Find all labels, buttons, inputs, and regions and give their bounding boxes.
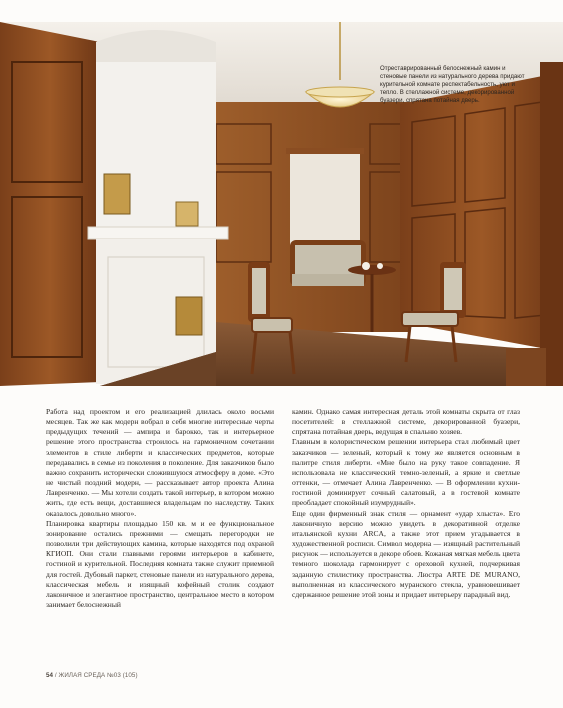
- page-number: 54: [46, 672, 54, 679]
- article-column-right: [292, 407, 520, 610]
- article-paragraph: Еще один фирменный знак стиля — орнамент «удар хлыста». Его лаконичную версию можно увидеть в декоративной отделке итальянской кухни ARCA, а также этот прием угадывается в художественной росписи. Символ модерна — изящный растительный рисунок — используется в декоре обоев. Кожаная мягкая мебель цвета темного шоколада гармонирует с ореховой кухней, подчеркивая заданную стилистику пространства. Люстра ARTE DE MURANO, выполненная из классического муранского стекла, уравновешивает сдержанное решение этой зоны и придает интерьеру парадный вид.: [292, 508, 520, 599]
- interior-photo: [0, 22, 563, 386]
- magazine-issue: / ЖИЛАЯ СРЕДА №03 (105): [54, 672, 138, 679]
- article-column-left: [46, 407, 274, 610]
- page-footer: [46, 672, 138, 679]
- article-body: [46, 407, 520, 610]
- photo-caption: Отреставрированный белоснежный камин и стеновые панели из натурального дерева придают курительной комнате респектабельность, уют и тепло. В стеллажной системе, декорированной буазери, спрятана потайная дверь.: [380, 65, 525, 105]
- article-paragraph: Главным в колористическом решении интерьера стал любимый цвет заказчиков — зеленый, который к тому же является основным в палитре стиля либерти. «Мне было на руку такое совпадение. Я использовала не классический темно-зеленый, а яркие и светлые оттенки, — отмечает Алина Лавренченко. — В оформлении кухни-гостиной доминирует сочный салатовый, а в гостевой комнате преобладает спокойный изумрудный».: [292, 437, 520, 508]
- article-paragraph: Планировка квартиры площадью 150 кв. м и ее функциональное зонирование остались прежними — смещать перегородки не позволили три действующих камина, которые находятся под охраной КГИОП. Они стали главными героями интерьеров в кабинете, гостиной и курительной. Последняя комната также служит приемной для гостей. Дубовый паркет, стеновые панели из натурального дерева, классическая мебель и изящный кофейный столик создают лаконичное и элегантное пространство, центральное место в котором занимает белоснежный: [46, 518, 274, 609]
- article-paragraph: камин. Однако самая интересная деталь этой комнаты скрыта от глаз посетителей: в стеллажной системе, декорированной буазери, спрятана потайная дверь, ведущая в спальню хозяев.: [292, 407, 520, 437]
- article-paragraph: Работа над проектом и его реализацией длилась около восьми месяцев. Так же как модерн вобрал в себя многие интересные черты предыдущих течений — ампира и барокко, так и интерьерное решение этого пространства строилось на гармоничном сочетании элементов в стиле либерти и классических предметов, которые передавались в семье из поколения в поколение. Для заказчиков было важно сохранить исторически сложившуюся атмосферу в доме. «Это не чистый поздний модерн, — рассказывает автор проекта Алина Лавренченко. — Мы хотели создать такой интерьер, в котором можно жить, где есть вещи, доставшиеся владельцам по наследству. Таких оказалось довольно много».: [46, 407, 274, 518]
